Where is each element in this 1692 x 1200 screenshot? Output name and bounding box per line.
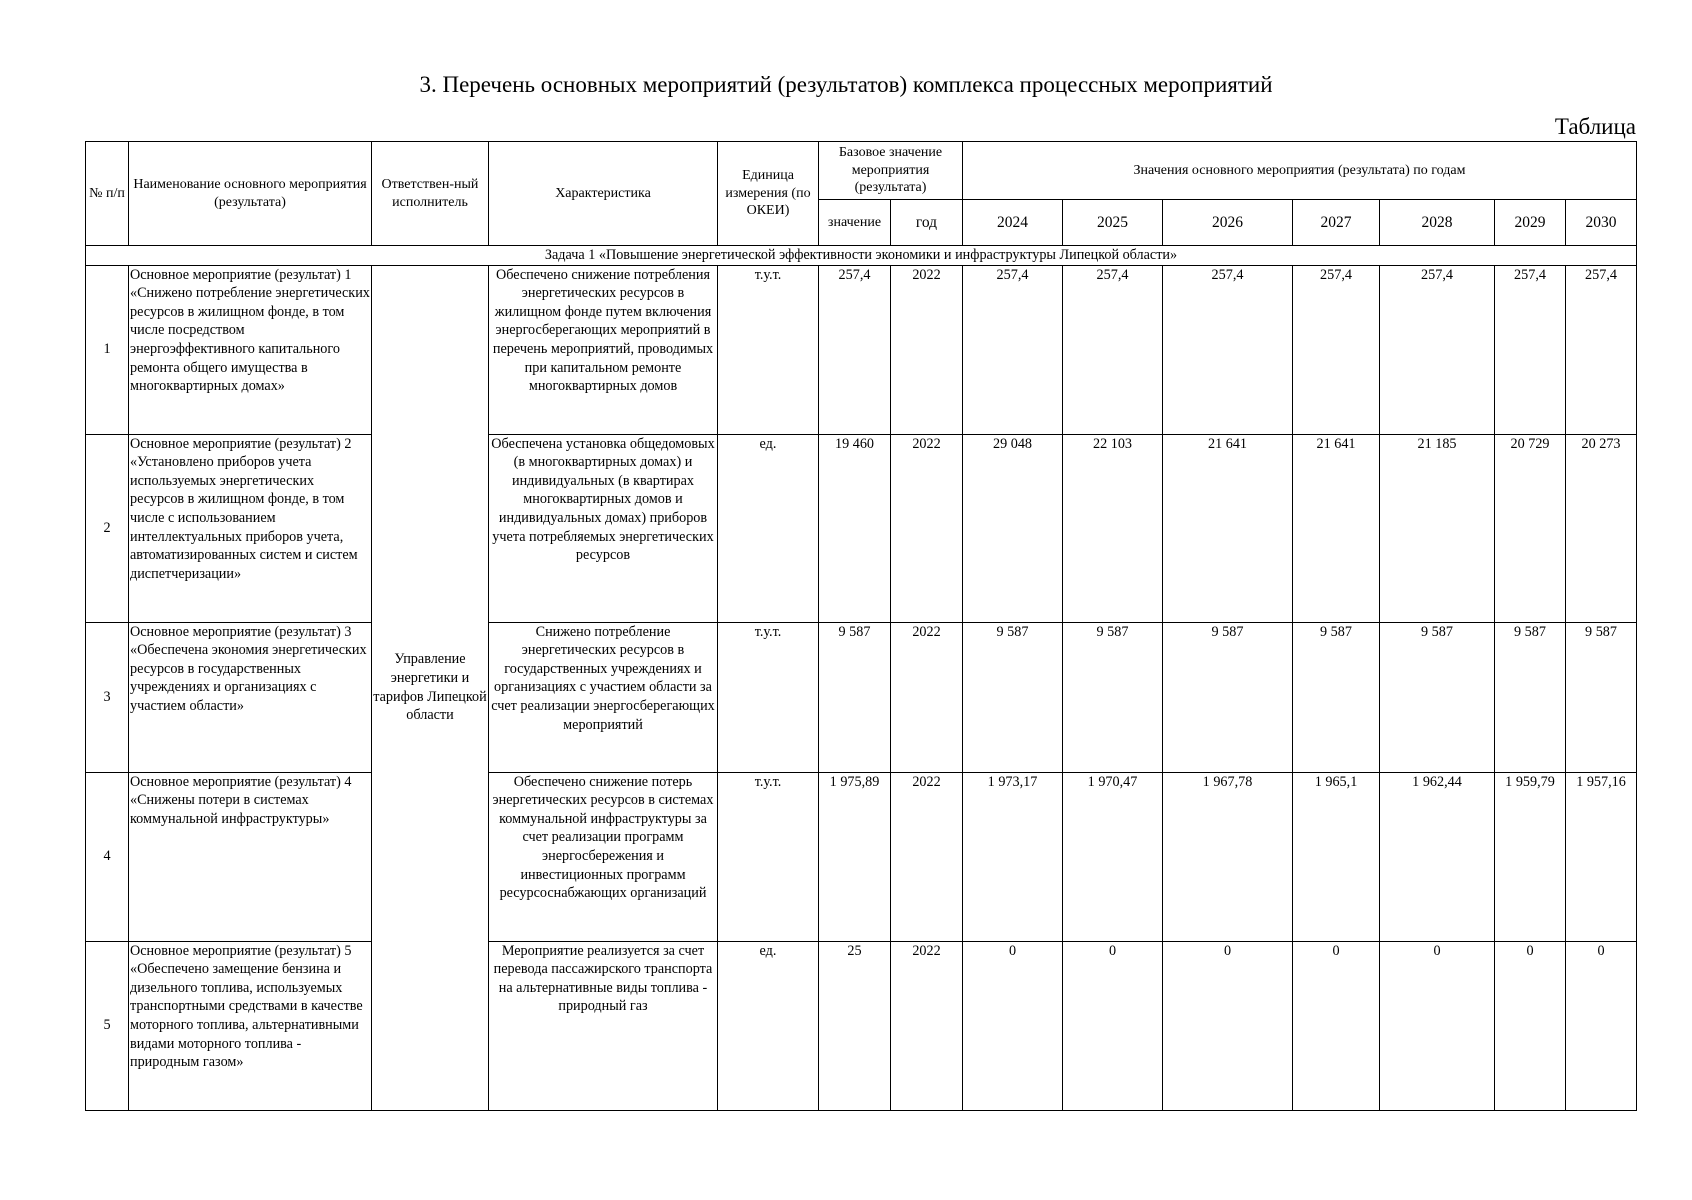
table-row — [86, 434, 1637, 622]
row-base-value: 19 460 — [819, 434, 891, 622]
row-value: 1 957,16 — [1566, 772, 1637, 941]
row-unit: т.у.т. — [718, 772, 819, 941]
row-name: Основное мероприятие (результат) 2 «Установлено приборов учета используемых энергетических ресурсов в жилищном фонде, в том числе с использованием интеллектуальных приборов учета, автоматизированных систем и систем диспетчеризации» — [129, 434, 372, 622]
header-year: 2030 — [1566, 200, 1637, 246]
header-base-value: значение — [819, 200, 891, 246]
row-name: Основное мероприятие (результат) 1 «Снижено потребление энергетических ресурсов в жилищном фонде, в том числе посредством энергоэффективного капитального ремонта общего имущества в многоквартирных домах» — [129, 265, 372, 434]
row-value: 0 — [1566, 941, 1637, 1110]
row-characteristic: Обеспечено снижение потерь энергетических ресурсов в системах коммунальной инфраструктуры за счет реализации программ энергосбережения и инвестиционных программ ресурсоснабжающих организаций — [489, 772, 718, 941]
table-row — [86, 941, 1637, 1110]
row-value: 9 587 — [1163, 622, 1293, 772]
row-unit: т.у.т. — [718, 622, 819, 772]
row-value: 20 729 — [1495, 434, 1566, 622]
row-value: 0 — [1293, 941, 1380, 1110]
row-base-year: 2022 — [891, 772, 963, 941]
row-value: 1 959,79 — [1495, 772, 1566, 941]
row-value: 9 587 — [1566, 622, 1637, 772]
header-years-group: Значения основного мероприятия (результата) по годам — [963, 142, 1637, 200]
row-unit: т.у.т. — [718, 265, 819, 434]
header-year: 2028 — [1380, 200, 1495, 246]
row-name: Основное мероприятие (результат) 4 «Снижены потери в системах коммунальной инфраструктуры» — [129, 772, 372, 941]
row-value: 21 641 — [1293, 434, 1380, 622]
row-base-year: 2022 — [891, 622, 963, 772]
row-value: 29 048 — [963, 434, 1063, 622]
header-base: Базовое значение мероприятия (результата) — [819, 142, 963, 200]
row-unit: ед. — [718, 941, 819, 1110]
task-row — [86, 246, 1637, 266]
header-year: 2025 — [1063, 200, 1163, 246]
row-value: 0 — [1495, 941, 1566, 1110]
row-base-value: 1 975,89 — [819, 772, 891, 941]
task-title: Задача 1 «Повышение энергетической эффективности экономики и инфраструктуры Липецкой области» — [86, 246, 1637, 266]
row-value: 20 273 — [1566, 434, 1637, 622]
row-base-year: 2022 — [891, 434, 963, 622]
row-value: 1 970,47 — [1063, 772, 1163, 941]
table-row — [86, 772, 1637, 941]
row-base-value: 9 587 — [819, 622, 891, 772]
row-value: 21 641 — [1163, 434, 1293, 622]
row-num: 3 — [86, 622, 129, 772]
row-value: 0 — [963, 941, 1063, 1110]
row-value: 1 967,78 — [1163, 772, 1293, 941]
row-value: 257,4 — [1495, 265, 1566, 434]
row-value: 9 587 — [1380, 622, 1495, 772]
row-value: 1 965,1 — [1293, 772, 1380, 941]
row-value: 9 587 — [963, 622, 1063, 772]
header-executor: Ответствен-ный исполнитель — [372, 142, 489, 246]
row-num: 4 — [86, 772, 129, 941]
row-value: 0 — [1063, 941, 1163, 1110]
row-num: 2 — [86, 434, 129, 622]
row-value: 257,4 — [1566, 265, 1637, 434]
header-base-year: год — [891, 200, 963, 246]
header-year: 2027 — [1293, 200, 1380, 246]
table-row — [86, 265, 1637, 434]
row-unit: ед. — [718, 434, 819, 622]
row-value: 0 — [1163, 941, 1293, 1110]
row-base-value: 257,4 — [819, 265, 891, 434]
row-characteristic: Обеспечена установка общедомовых (в многоквартирных домах) и индивидуальных (в квартирах многоквартирных домов и индивидуальных домах) приборов учета потребляемых энергетических ресурсов — [489, 434, 718, 622]
row-name: Основное мероприятие (результат) 5 «Обеспечено замещение бензина и дизельного топлива, используемых транспортными средствами в качестве моторного топлива, альтернативными видами моторного топлива - природным газом» — [129, 941, 372, 1110]
row-value: 1 962,44 — [1380, 772, 1495, 941]
row-value: 1 973,17 — [963, 772, 1063, 941]
row-characteristic: Снижено потребление энергетических ресурсов в государственных учреждениях и организациях с участием области за счет реализации энергосберегающих мероприятий — [489, 622, 718, 772]
row-value: 21 185 — [1380, 434, 1495, 622]
row-value: 22 103 — [1063, 434, 1163, 622]
row-base-value: 25 — [819, 941, 891, 1110]
row-value: 0 — [1380, 941, 1495, 1110]
row-value: 257,4 — [1063, 265, 1163, 434]
row-value: 257,4 — [963, 265, 1063, 434]
header-name: Наименование основного мероприятия (результата) — [129, 142, 372, 246]
row-value: 9 587 — [1293, 622, 1380, 772]
row-characteristic: Мероприятие реализуется за счет перевода пассажирского транспорта на альтернативные виды топлива - природный газ — [489, 941, 718, 1110]
row-num: 1 — [86, 265, 129, 434]
table-label: Таблица — [1554, 114, 1636, 139]
executor-cell: Управление энергетики и тарифов Липецкой области — [372, 265, 489, 1110]
page-title: 3. Перечень основных мероприятий (результатов) комплекса процессных мероприятий — [419, 72, 1273, 97]
row-num: 5 — [86, 941, 129, 1110]
row-name: Основное мероприятие (результат) 3 «Обеспечена экономия энергетических ресурсов в государственных учреждениях и организациях с участием области» — [129, 622, 372, 772]
row-value: 257,4 — [1163, 265, 1293, 434]
header-year: 2024 — [963, 200, 1063, 246]
header-row-1 — [86, 142, 1637, 200]
table-row — [86, 622, 1637, 772]
row-value: 9 587 — [1063, 622, 1163, 772]
row-value: 257,4 — [1293, 265, 1380, 434]
row-base-year: 2022 — [891, 941, 963, 1110]
row-value: 257,4 — [1380, 265, 1495, 434]
activities-table — [85, 141, 1637, 1111]
header-num: № п/п — [86, 142, 129, 246]
header-unit: Единица измерения (по ОКЕИ) — [718, 142, 819, 246]
row-base-year: 2022 — [891, 265, 963, 434]
header-year: 2029 — [1495, 200, 1566, 246]
row-characteristic: Обеспечено снижение потребления энергетических ресурсов в жилищном фонде путем включения энергосберегающих мероприятий в перечень мероприятий, проводимых при капитальном ремонте многоквартирных домов — [489, 265, 718, 434]
header-year: 2026 — [1163, 200, 1293, 246]
row-value: 9 587 — [1495, 622, 1566, 772]
header-characteristic: Характеристика — [489, 142, 718, 246]
